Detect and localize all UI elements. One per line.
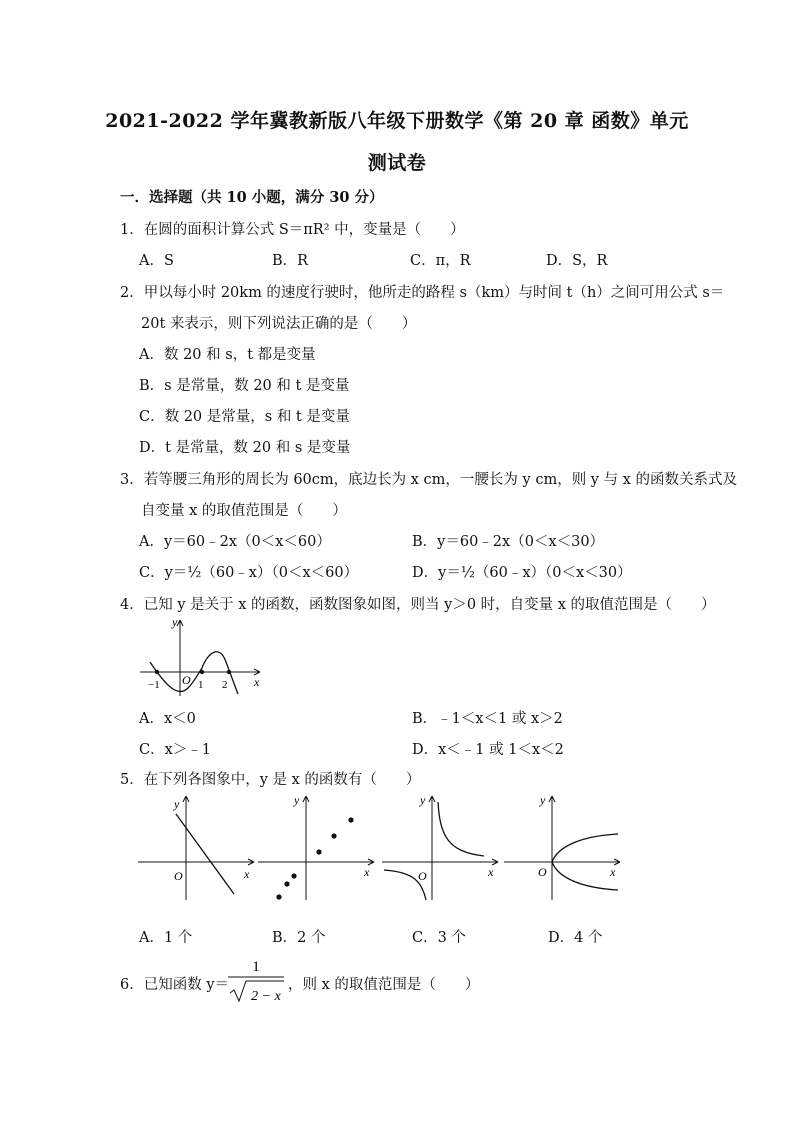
q5-g3-x-label: x bbox=[488, 865, 494, 879]
section-heading: 一．选择题（共 10 小题，满分 30 分） bbox=[120, 189, 384, 206]
q4-y-label: y bbox=[172, 615, 178, 629]
question-4-stem: 4．已知 y 是关于 x 的函数，函数图象如图，则当 y＞0 时，自变量 x 的取值范围是（ ） bbox=[120, 597, 716, 613]
q3-option-a: A．y＝60﹣2x（0＜x＜60） bbox=[139, 534, 331, 550]
q5-graph-hyperbola bbox=[380, 792, 502, 904]
q5-g4-y-label: y bbox=[540, 793, 546, 807]
q5-graph-dots bbox=[256, 792, 378, 904]
q2-option-d: D．t 是常量，数 20 和 s 是变量 bbox=[139, 440, 351, 456]
q3-option-d: D．y＝½（60﹣x）（0＜x＜30） bbox=[412, 565, 632, 581]
q4-tick-m1: −1 bbox=[148, 679, 160, 691]
q6-fraction bbox=[226, 955, 286, 1005]
q4-point-m1 bbox=[155, 670, 159, 674]
q5-g2-dot-5 bbox=[331, 833, 336, 838]
q4-point-2 bbox=[227, 670, 231, 674]
q5-g1-x-label: x bbox=[244, 867, 250, 881]
question-2-stem-2: 20t 来表示，则下列说法正确的是（ ） bbox=[141, 316, 417, 332]
q5-g3-y-label: y bbox=[420, 793, 426, 807]
q6-numerator: 1 bbox=[252, 959, 260, 975]
page-title-line1: 2021-2022 学年冀教新版八年级下册数学《第 20 章 函数》单元 bbox=[105, 110, 689, 132]
question-2-stem-1: 2．甲以每小时 20km 的速度行驶时，他所走的路程 s（km）与时间 t（h）之间可用公式 s＝ bbox=[120, 285, 725, 301]
q5-g1-line bbox=[176, 814, 234, 894]
q4-tick-1: 1 bbox=[198, 679, 204, 691]
q6-denominator: 2 − x bbox=[251, 989, 281, 1004]
q5-g1-origin: O bbox=[174, 869, 183, 883]
question-5-stem: 5．在下列各图象中，y 是 x 的函数有（ ） bbox=[120, 772, 421, 788]
q5-g1-y-label: y bbox=[174, 797, 180, 811]
q5-g3-origin: O bbox=[418, 869, 427, 883]
q2-option-b: B．s 是常量，数 20 和 t 是变量 bbox=[139, 378, 350, 394]
q1-option-b: B．R bbox=[272, 253, 309, 269]
q3-option-c: C．y＝½（60﹣x）（0＜x＜60） bbox=[139, 565, 359, 581]
question-3-stem-1: 3．若等腰三角形的周长为 60cm，底边长为 x cm，一腰长为 y cm，则 y 与 x 的函数关系式及 bbox=[120, 472, 738, 488]
q5-graph-parabola bbox=[502, 792, 624, 904]
q5-graph-line bbox=[136, 792, 258, 904]
question-6-stem-post: ，则 x 的取值范围是（ ） bbox=[288, 977, 480, 993]
q5-g2-dot-2 bbox=[284, 881, 289, 886]
q5-g2-dot-3 bbox=[291, 873, 296, 878]
q5-g2-dot-1 bbox=[276, 894, 281, 899]
question-6-stem-pre: 6．已知函数 y＝ bbox=[120, 977, 230, 993]
q1-option-c: C．π，R bbox=[410, 253, 471, 269]
q2-option-c: C．数 20 是常量，s 和 t 是变量 bbox=[139, 409, 350, 425]
page-title-line2: 测试卷 bbox=[367, 152, 427, 174]
q5-g2-dot-6 bbox=[348, 817, 353, 822]
q5-g3-branch-1 bbox=[438, 802, 484, 856]
q4-option-a: A．x＜0 bbox=[139, 711, 196, 727]
q4-x-label: x bbox=[254, 675, 260, 689]
q5-g2-y-label: y bbox=[294, 793, 300, 807]
q4-origin-label: O bbox=[182, 673, 191, 687]
q4-option-d: D．x＜﹣1 或 1＜x＜2 bbox=[412, 742, 564, 758]
q3-option-b: B．y＝60﹣2x（0＜x＜30） bbox=[412, 534, 605, 550]
q5-option-d: D．4 个 bbox=[548, 930, 603, 946]
q4-option-c: C．x＞﹣1 bbox=[139, 742, 211, 758]
q1-option-a: A．S bbox=[139, 253, 174, 269]
q5-g2-x-label: x bbox=[364, 865, 370, 879]
q2-option-a: A．数 20 和 s，t 都是变量 bbox=[139, 347, 316, 363]
q5-g2-dot-4 bbox=[316, 849, 321, 854]
q5-option-c: C．3 个 bbox=[412, 930, 466, 946]
q5-g4-origin: O bbox=[538, 865, 547, 879]
q5-option-b: B．2 个 bbox=[272, 930, 326, 946]
q5-g4-x-label: x bbox=[610, 865, 616, 879]
q4-tick-2: 2 bbox=[222, 679, 228, 691]
q4-function-graph bbox=[136, 614, 266, 698]
question-3-stem-2: 自变量 x 的取值范围是（ ） bbox=[141, 503, 347, 519]
q1-option-d: D．S，R bbox=[546, 253, 608, 269]
question-1-stem: 1．在圆的面积计算公式 S＝πR² 中，变量是（ ） bbox=[120, 222, 465, 238]
q4-point-1 bbox=[200, 670, 204, 674]
q4-option-b: B．﹣1＜x＜1 或 x＞2 bbox=[412, 711, 563, 727]
q5-option-a: A．1 个 bbox=[139, 930, 193, 946]
